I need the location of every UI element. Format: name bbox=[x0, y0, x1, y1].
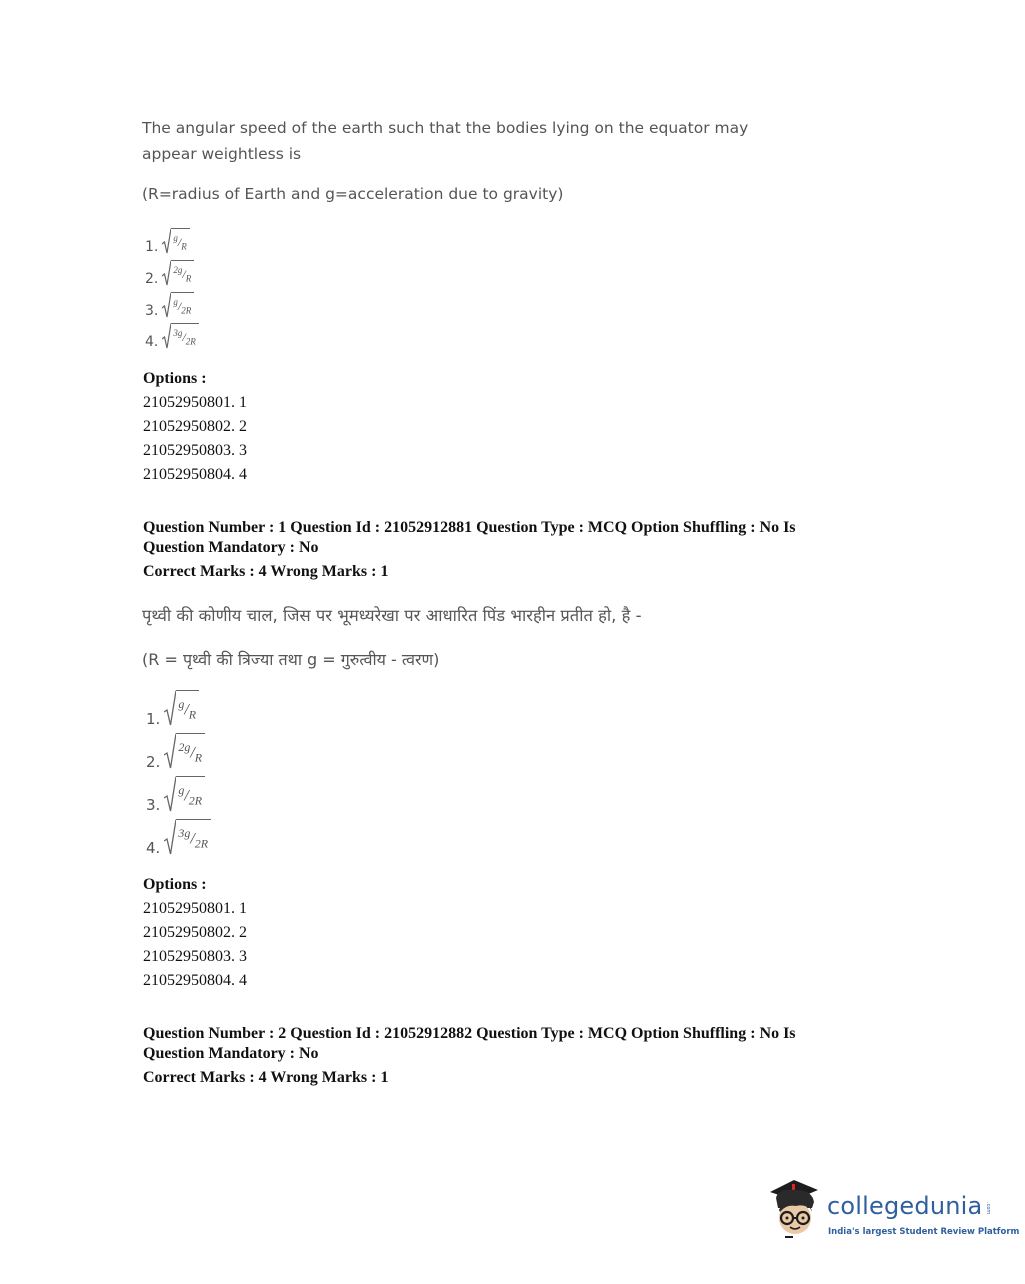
question-meta-line1: Question Number : 1 Question Id : 21052912881 Question Type : MCQ Option Shuffling : No Is bbox=[143, 519, 796, 536]
question-meta-line2: Question Mandatory : No bbox=[143, 539, 319, 556]
choice-4-hi: 4. $^{3g}/_{2R}$ bbox=[146, 819, 211, 857]
question2-meta-line1: Question Number : 2 Question Id : 21052912882 Question Type : MCQ Option Shuffling : No Is bbox=[143, 1025, 796, 1042]
option-id-3: 21052950803. 3 bbox=[143, 442, 247, 459]
question2-meta-line3: Correct Marks : 4 Wrong Marks : 1 bbox=[143, 1069, 389, 1086]
question-note-english: (R=radius of Earth and g=acceleration due to gravity) bbox=[142, 185, 564, 203]
option-id-3-b: 21052950803. 3 bbox=[143, 948, 247, 965]
choice-4-en: 4. $^{3g}/_{2R}$ bbox=[145, 323, 199, 350]
options-label-2: Options : bbox=[143, 876, 207, 893]
choice-1-en: 1. $^g/_R$ bbox=[145, 228, 190, 255]
option-id-1: 21052950801. 1 bbox=[143, 394, 247, 411]
choice-2-hi: 2. $^{2g}/_R$ bbox=[146, 733, 205, 771]
option-id-4: 21052950804. 4 bbox=[143, 466, 247, 483]
option-id-1-b: 21052950801. 1 bbox=[143, 900, 247, 917]
question-text-hindi: पृथ्वी की कोणीय चाल, जिस पर भूमध्यरेखा पर आधारित पिंड भारहीन प्रतीत हो, है - bbox=[142, 606, 642, 625]
logo-com: .com bbox=[985, 1202, 991, 1215]
choice-3-hi: 3. $^g/_{2R}$ bbox=[146, 776, 205, 814]
logo-mascot-icon bbox=[766, 1178, 826, 1246]
choice-3-en: 3. $^g/_{2R}$ bbox=[145, 292, 194, 319]
question-meta-line3: Correct Marks : 4 Wrong Marks : 1 bbox=[143, 563, 389, 580]
choice-1-hi: 1. $^g/_R$ bbox=[146, 690, 199, 728]
choice-2-en: 2. $^{2g}/_R$ bbox=[145, 260, 194, 287]
logo-wordmark: collegedunia bbox=[827, 1192, 983, 1220]
options-label: Options : bbox=[143, 370, 207, 387]
question2-meta-line2: Question Mandatory : No bbox=[143, 1045, 319, 1062]
option-id-4-b: 21052950804. 4 bbox=[143, 972, 247, 989]
question-note-hindi: (R = पृथ्वी की त्रिज्या तथा g = गुरुत्वीय - त्वरण) bbox=[142, 650, 440, 669]
question-text-english: The angular speed of the earth such that the bodies lying on the equator may appear weightless is bbox=[142, 119, 749, 163]
logo-tagline: India's largest Student Review Platform bbox=[828, 1227, 1020, 1237]
option-id-2: 21052950802. 2 bbox=[143, 418, 247, 435]
option-id-2-b: 21052950802. 2 bbox=[143, 924, 247, 941]
